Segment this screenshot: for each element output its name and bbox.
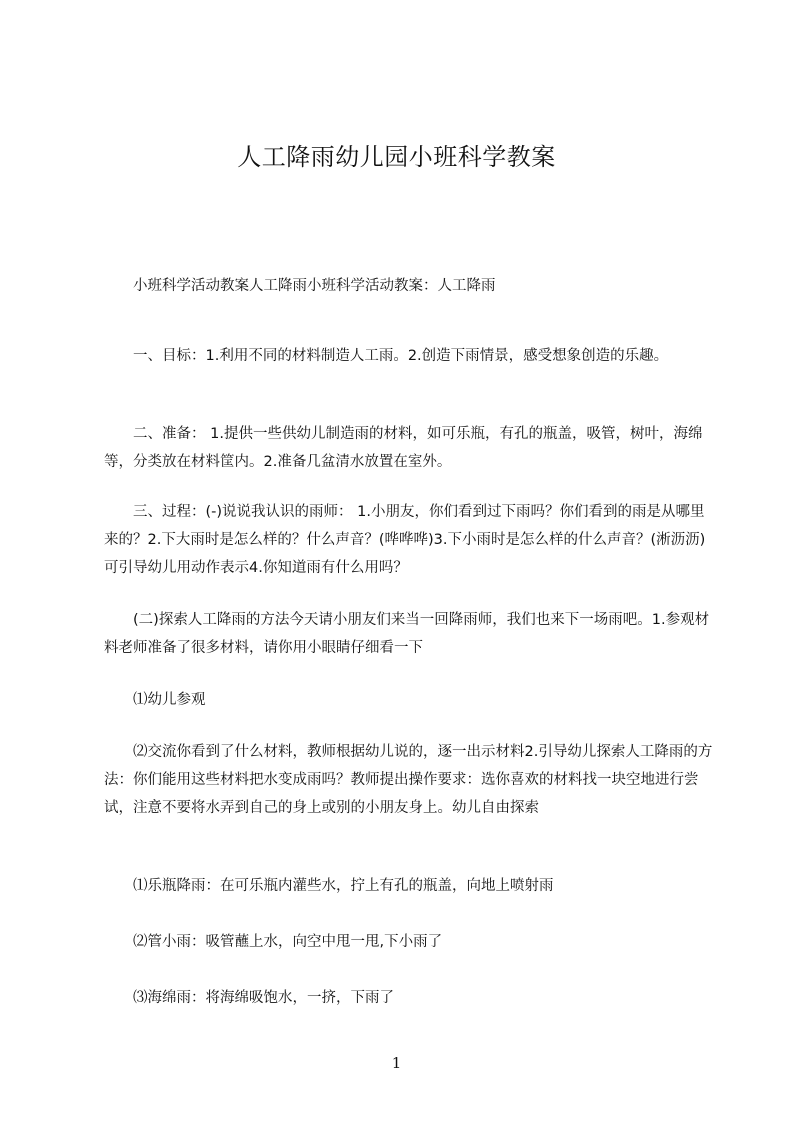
explore-paragraph: (二)探索人工降雨的方法今天请小朋友们来当一回降雨师，我们也来下一场雨吧。1.参观材料老师准备了很多材料，请你用小眼睛仔细看一下 [104,612,710,656]
goals-paragraph: 一、目标：1.利用不同的材料制造人工雨。2.创造下雨情景，感受想象创造的乐趣。 [133,348,669,364]
list-item-visit: ⑴幼儿参观 [133,692,206,708]
exchange-paragraph: ⑵交流你看到了什么材料，教师根据幼儿说的，逐一出示材料2.引导幼儿探索人工降雨的方法：你们能用这些材料把水变成雨吗？教师提出操作要求：选你喜欢的材料找一块空地进行尝试，注意不要将水弄到自己的身上或别的小朋友身上。幼儿自由探索 [104,744,713,816]
process-paragraph: 三、过程：(-)说说我认识的雨师： 1.小朋友，你们看到过下雨吗？你们看到的雨是从哪里来的？2.下大雨时是怎么样的？什么声音？(哗哗哗)3.下小雨时是怎么样的什么声音？(淅沥沥)可引导幼儿用动作表示4.你知道雨有什么用吗？ [104,504,706,576]
list-item-bottle-rain: ⑴乐瓶降雨：在可乐瓶内灌些水，拧上有孔的瓶盖，向地上喷射雨 [133,878,554,894]
preparation-paragraph: 二、准备： 1.提供一些供幼儿制造雨的材料，如可乐瓶，有孔的瓶盖，吸管，树叶，海绵等，分类放在材料筐内。2.准备几盆清水放置在室外。 [104,426,703,470]
intro-paragraph: 小班科学活动教案人工降雨小班科学活动教案：人工降雨 [133,278,496,294]
list-item-straw-rain: ⑵管小雨：吸管蘸上水，向空中甩一甩,下小雨了 [133,934,443,950]
page-number: 1 [391,1054,402,1072]
document-title: 人工降雨幼儿园小班科学教案 [237,143,556,171]
list-item-sponge-rain: ⑶海绵雨：将海绵吸饱水，一挤，下雨了 [133,990,394,1006]
